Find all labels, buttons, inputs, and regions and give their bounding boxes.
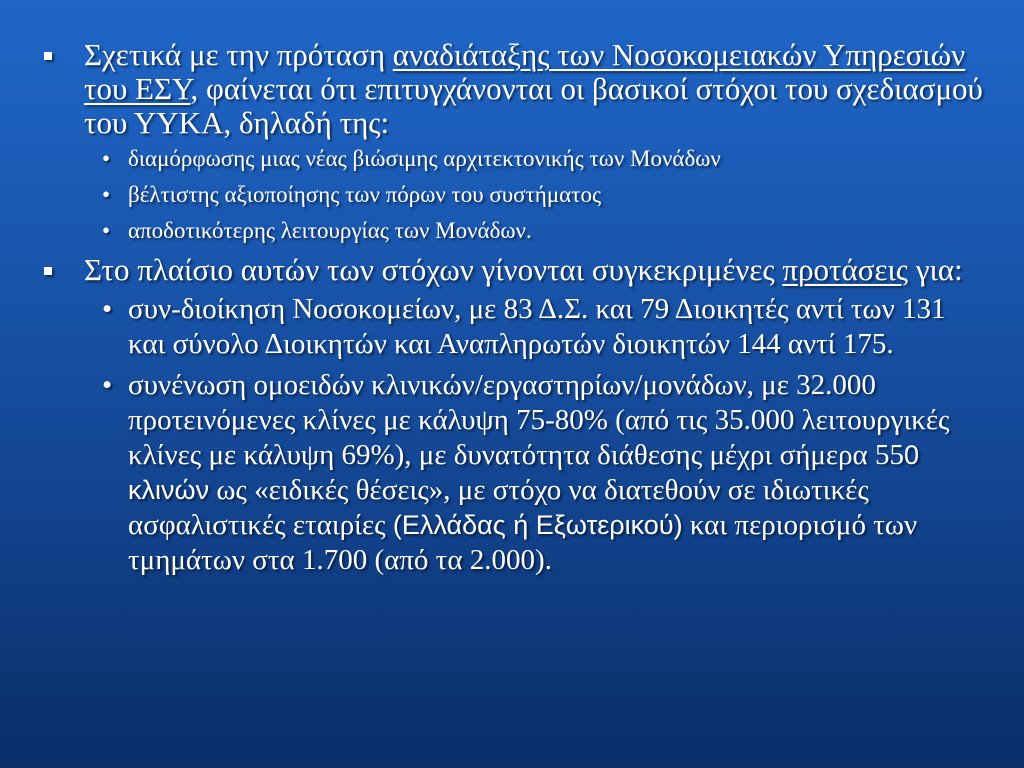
sub-item-co-management xyxy=(40,292,984,362)
sub-item-text-part3: ως «ειδικές θέσεις», με στόχο να διατεθούν σε ιδιωτικές ασφαλιστικές εταιρίες xyxy=(128,474,869,541)
sub-item-goal xyxy=(40,145,984,172)
sub-item-text-part4: (Ελλάδας ή Εξωτερικού) xyxy=(392,510,683,540)
sub-item-text-part5: και περιορισμό των τμημάτων στα 1.700 (από τα 2.000). xyxy=(128,509,918,576)
sub-item-text: διαμόρφωσης μιας νέας βιώσιμης αρχιτεκτονικής των Μονάδων xyxy=(128,146,721,171)
sub-item-text: αποδοτικότερης λειτουργίας των Μονάδων. xyxy=(128,218,532,243)
item1-text-end: , φαίνεται ότι επιτυγχάνονται οι βασικοί στόχοι του σχεδιασμού του ΥΥΚΑ, δηλαδή της: xyxy=(84,71,983,140)
dot-bullet-icon: • xyxy=(102,293,113,325)
sub-item-goal xyxy=(40,217,984,244)
item1-underlined-text: αναδιάταξης των Νοσοκομειακών Υπηρεσιών του ΕΣΥ xyxy=(84,37,966,106)
dot-bullet-icon: • xyxy=(102,369,113,401)
sub-item-merger xyxy=(40,368,984,578)
item1-text-start: Σχετικά με την πρόταση xyxy=(84,37,393,72)
dot-bullet-icon: • xyxy=(102,218,111,243)
item2-underlined-text: προτάσεις xyxy=(782,252,909,287)
item2-text-end: για: xyxy=(908,252,963,287)
sub-item-text: συν-διοίκηση Νοσοκομείων, με 83 Δ.Σ. και 79 Διοικητές αντί των 131 και σύνολο Διοικητών και Αναπληρωτών διοικητών 144 αντί 175. xyxy=(128,293,946,360)
sub-item-goal xyxy=(40,181,984,208)
sub-item-text-part2: 0 κλινών xyxy=(128,440,920,505)
square-bullet-icon xyxy=(44,267,52,275)
sub-list-goals xyxy=(40,145,984,244)
sub-item-text: βέλτιστης αξιοποίησης των πόρων του συστήματος xyxy=(128,182,602,207)
dot-bullet-icon: • xyxy=(102,146,111,171)
dot-bullet-icon: • xyxy=(102,182,111,207)
sub-item-text-part1: συνένωση ομοειδών κλινικών/εργαστηρίων/μονάδων, με 32.000 προτεινόμενες κλίνες με κάλυψη 75-80% (από τις 35.000 λειτουργικές κλίνες με κάλυψη 69%), με δυνατότητα διάθεσης μέχρι σήμερα 55 xyxy=(128,369,950,471)
sub-list-proposals xyxy=(40,292,984,578)
bullet-item-proposals xyxy=(40,253,984,287)
item2-text-start: Στο πλαίσιο αυτών των στόχων γίνονται συγκεκριμένες xyxy=(84,252,783,287)
bullet-item-reorganization xyxy=(40,38,984,140)
square-bullet-icon xyxy=(44,52,52,60)
